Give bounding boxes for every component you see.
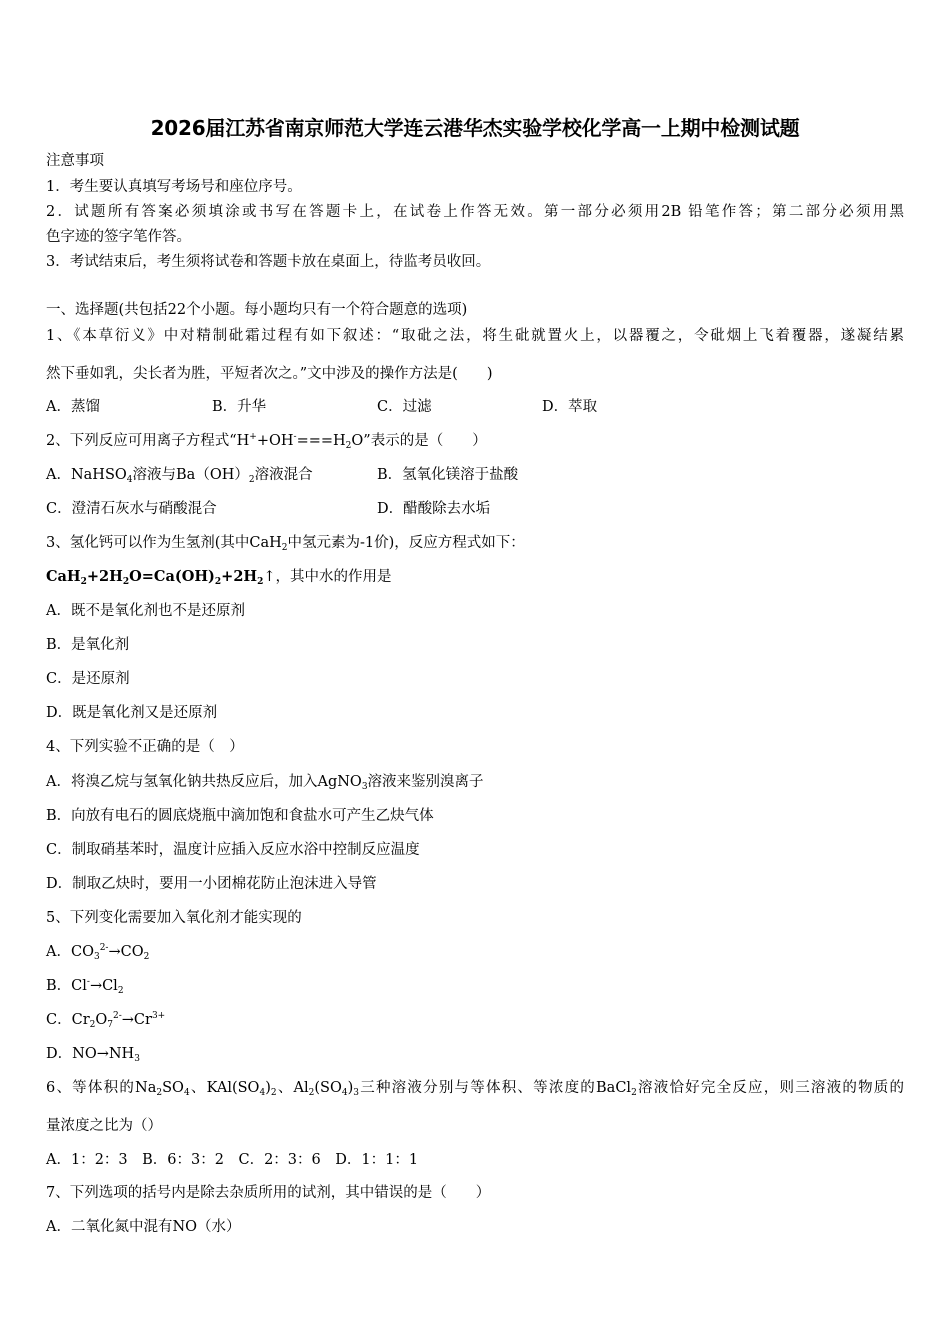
page-title: 2026届江苏省南京师范大学连云港华杰实验学校化学高一上期中检测试题 <box>150 116 800 140</box>
q4-option-a: A．将溴乙烷与氢氧化钠共热反应后，加入AgNO$_3$溶液来鉴别溴离子 <box>46 774 484 792</box>
q6-options: A．1：2：3 B．6：3：2 C．2：3：6 D．1：1：1 <box>46 1152 419 1168</box>
notice-item: 2．试题所有答案必须填涂或书写在答题卡上，在试卷上作答无效。第一部分必须用2B 铅笔作答；第二部分必须用黑 <box>46 204 904 220</box>
question-2-stem: 2、下列反应可用离子方程式“$H^++OH^-===H_2O$”表示的是（ ） <box>46 432 487 451</box>
question-6-stem-cont: 量浓度之比为（） <box>46 1118 162 1134</box>
q1-option-d: D．萃取 <box>542 399 598 415</box>
notice-heading: 注意事项 <box>46 153 104 169</box>
q4-option-d: D．制取乙炔时，要用一小团棉花防止泡沫进入导管 <box>46 876 377 892</box>
q5-option-a: A．$CO_3^{2-}\to CO_2$ <box>46 943 150 962</box>
question-3-stem: 3、氢化钙可以作为生氢剂(其中CaH$_2$中氢元素为-1价)，反应方程式如下： <box>46 535 525 553</box>
question-1-stem-cont: 然下垂如乳，尖长者为胜，平短者次之。”文中涉及的操作方法是( ) <box>46 366 493 382</box>
q7-option-a: A．二氧化氮中混有NO（水） <box>46 1219 241 1235</box>
q3-option-a: A．既不是氧化剂也不是还原剂 <box>46 603 245 619</box>
q4-option-b: B．向放有电石的圆底烧瓶中滴加饱和食盐水可产生乙炔气体 <box>46 808 434 824</box>
q2-option-a: A．NaHSO$_4$溶液与$Ba(OH)_2$溶液混合 <box>46 467 313 485</box>
notice-item: 色字迹的签字笔作答。 <box>46 229 191 245</box>
q5-option-c: C．$Cr_2O_7^{2-}\to Cr^{3+}$ <box>46 1011 166 1030</box>
q5-option-d: D．$NO\to NH_3$ <box>46 1046 140 1064</box>
question-3-equation: $CaH_2+2H_2O=Ca(OH)_2+2H_2↑$，其中水的作用是 <box>46 568 392 587</box>
q5-option-b: B．$Cl^-\to Cl_2$ <box>46 977 124 996</box>
q2-option-c: C．澄清石灰水与硝酸混合 <box>46 501 217 517</box>
question-6-stem: 6、等体积的$Na_2SO_4$、$KAl(SO_4)_2$、$Al_2(SO_4)_3$三种溶液分别与等体积、等浓度的BaCl$_2$溶液恰好完全反应，则三溶液的物质的 <box>46 1080 905 1098</box>
notice-item: 3．考试结束后，考生须将试卷和答题卡放在桌面上，待监考员收回。 <box>46 254 491 270</box>
q2-option-d: D．醋酸除去水垢 <box>377 501 491 517</box>
question-5-stem: 5、下列变化需要加入氧化剂才能实现的 <box>46 910 302 926</box>
section-heading: 一、选择题(共包括22个小题。每小题均只有一个符合题意的选项) <box>46 302 468 318</box>
q4-option-c: C．制取硝基苯时，温度计应插入反应水浴中控制反应温度 <box>46 842 420 858</box>
q3-option-c: C．是还原剂 <box>46 671 130 687</box>
question-4-stem: 4、下列实验不正确的是（ ） <box>46 739 244 755</box>
q1-option-c: C．过滤 <box>377 399 432 415</box>
q3-option-d: D．既是氧化剂又是还原剂 <box>46 705 218 721</box>
q3-option-b: B．是氧化剂 <box>46 637 130 653</box>
notice-item: 1．考生要认真填写考场号和座位序号。 <box>46 179 302 195</box>
q1-option-a: A．蒸馏 <box>46 399 100 415</box>
question-7-stem: 7、下列选项的括号内是除去杂质所用的试剂，其中错误的是（ ） <box>46 1185 491 1201</box>
q1-option-b: B．升华 <box>212 399 267 415</box>
q2-option-b: B．氢氧化镁溶于盐酸 <box>377 467 519 483</box>
question-1-stem: 1、《本草衍义》中对精制砒霜过程有如下叙述：“取砒之法，将生砒就置火上，以器覆之，令砒烟上飞着覆器，遂凝结累 <box>46 328 904 344</box>
